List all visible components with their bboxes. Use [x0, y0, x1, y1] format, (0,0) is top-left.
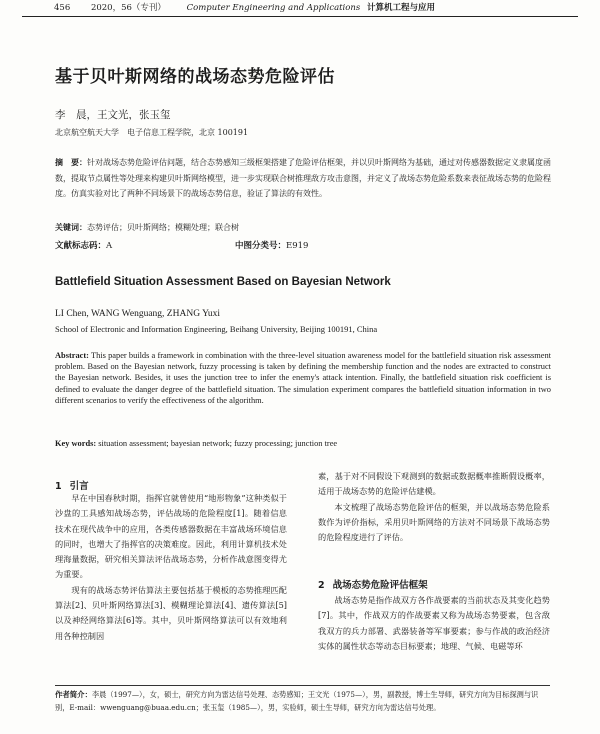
abstract-cn	[55, 155, 551, 202]
abstract-en	[55, 350, 551, 406]
running-header	[54, 2, 554, 15]
left-column	[55, 491, 287, 644]
intro-paragraph-2: 现有的战场态势评估算法主要包括基于模板的态势推理匹配算法[2]、贝叶斯网络算法[3]、模糊理论算法[4]、遗传算法[5]以及神经网络算法[6]等。其中，贝叶斯网络算法可以有效地利用各种控制因	[55, 584, 287, 641]
keywords-en	[55, 439, 555, 448]
section-2-number: 2	[318, 580, 325, 591]
keywords-cn	[55, 222, 551, 233]
keywords-text-en: situation assessment; bayesian network; fuzzy processing; junction tree	[98, 439, 338, 448]
section-1-number: 1	[55, 481, 62, 492]
clc-label: 中图分类号：	[235, 241, 287, 251]
footnote-rule	[55, 685, 550, 686]
doc-code-label: 文献标志码：	[55, 241, 107, 251]
intro-paragraph-3: 本文梳理了战场态势危险评估的框架，并以战场态势危险系数作为评价指标，采用贝叶斯网络的方法对不同场景下战场态势的危险程度进行了评估。	[318, 501, 550, 543]
keywords-label-cn: 关键词：	[55, 223, 87, 232]
journal-name-en: Computer Engineering and Applications	[186, 3, 361, 13]
section-2-paragraph: 战场态势是指作战双方各作战要素的当前状态及其变化趋势[7]。其中，作战双方的作战要素又称为战场态势要素，包含敌我双方的兵力部署、武器装备等军事要素；参与作战的政治经济实体的属性状态等动态目标要素；地理、气候、电磁等环	[318, 595, 550, 651]
authors-en: LI Chen, WANG Wenguang, ZHANG Yuxi	[55, 309, 221, 319]
abstract-text-cn: 针对战场态势危险评估问题，结合态势感知三级框架搭建了危险评估框架，并以贝叶斯网络为基础，通过对传感器数据定义隶属度函数，提取节点属性等处理来构建贝叶斯网络模型，进一步实现联合树推理敌方攻击意图，并定义了战场态势危险系数来表征战场态势的危险程度。仿真实验对比了两种不同场景下的战场态势信息，验证了算法的有效性。	[55, 158, 551, 198]
section-2-heading	[318, 577, 428, 591]
classification-info	[55, 239, 551, 251]
abstract-label-cn: 摘 要：	[55, 158, 87, 167]
author-footnote	[55, 689, 551, 714]
section-2-body	[318, 593, 550, 654]
keywords-text-cn: 态势评估；贝叶斯网络；模糊处理；联合树	[87, 223, 239, 232]
affiliation-cn: 北京航空航天大学 电子信息工程学院，北京 100191	[55, 128, 249, 137]
header-rule	[22, 16, 578, 17]
title-en: Battlefield Situation Assessment Based on Bayesian Network	[55, 276, 391, 288]
intro-continuation: 素，基于对不同假设下观测到的数据或数据概率推断假设概率，适用于战场态势的危险评估建模。	[318, 471, 550, 497]
title-cn: 基于贝叶斯网络的战场态势危险评估	[55, 67, 335, 87]
right-column	[318, 469, 550, 545]
section-1-title: 引言	[69, 481, 89, 492]
journal-name-cn: 计算机工程与应用	[366, 3, 435, 13]
section-2-title: 战场态势危险评估框架	[332, 580, 428, 591]
page-number: 456	[54, 3, 71, 13]
abstract-label-en: Abstract:	[55, 351, 89, 360]
keywords-label-en: Key words:	[55, 439, 97, 448]
authors-cn: 李 晨，王文光，张玉玺	[55, 109, 171, 121]
doc-code: A	[106, 241, 113, 251]
footnote-label: 作者简介：	[55, 690, 92, 699]
issue-info: 2020，56（专刊）	[90, 3, 166, 13]
intro-paragraph-1: 早在中国春秋时期，指挥官就曾使用“地形物象”这种类似于沙盘的工具感知战场态势，评估战场的危险程度[1]。随着信息技术在现代战争中的应用，各类传感器数据在丰富战场环境信息的同时，也增大了指挥官的决策难度。因此，利用计算机技术处理海量数据，研究相关算法评估战场态势，分析作战意图变得尤为重要。	[55, 493, 287, 580]
footnote-text: 李晨（1997—），女，硕士，研究方向为雷达信号处理、态势感知；王文光（1975—），男，副教授，博士生导师，研究方向为目标探测与识别，E-mail：wwenguang@buaa.edu.cn；张玉玺（1985—），男，实验师，硕士生导师，研究方向为雷达信号处理。	[55, 690, 539, 712]
section-1-heading	[55, 478, 89, 492]
abstract-text-en: This paper builds a framework in combination with the three-level situation awareness model for the battlefield situation risk assessment problem. Based on the Bayesian network, fuzzy processing is taken by defining the membership function and the nodes are extracted to construct the Bayesian network. Besides, it uses the junction tree to infer the enemy's attack intention. Finally, the battlefield situation risk coefficient is defined to evaluate the danger degree of the battlefield situation. The simulation experiment compares the battlefield situation information in two different scenarios to verify the effectiveness of the algorithm.	[55, 351, 551, 405]
clc-number: E919	[286, 241, 309, 251]
affiliation-en: School of Electronic and Information Engineering, Beihang University, Beijing 100191, China	[55, 324, 378, 334]
